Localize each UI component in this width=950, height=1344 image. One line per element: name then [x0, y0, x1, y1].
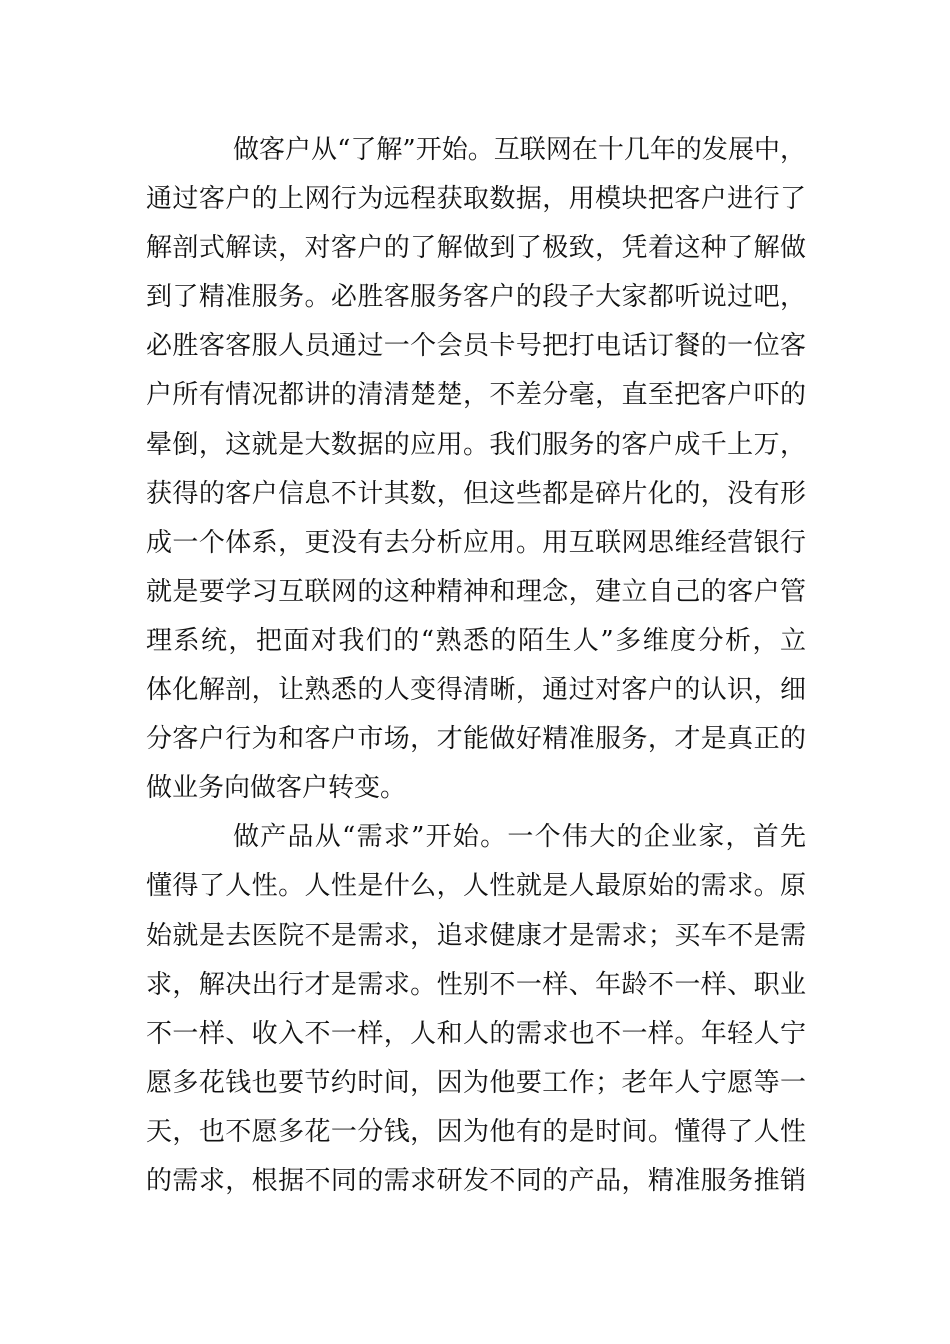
- text-line: 晕倒，这就是大数据的应用。我们服务的客户成千上万，: [146, 429, 806, 460]
- text-line: 获得的客户信息不计其数，但这些都是碎片化的，没有形: [146, 478, 806, 509]
- text-line: 分客户行为和客户市场，才能做好精准服务，才是真正的: [146, 724, 806, 755]
- text-line: 理系统，把面对我们的“熟悉的陌生人”多维度分析，立: [146, 625, 806, 656]
- text-line: 通过客户的上网行为远程获取数据，用模块把客户进行了: [146, 184, 806, 215]
- text-line: 的需求，根据不同的需求研发不同的产品，精准服务推销: [146, 1165, 806, 1196]
- paragraph-customer-understanding: [146, 126, 806, 813]
- text-line: 不一样、收入不一样，人和人的需求也不一样。年轻人宁: [146, 1018, 806, 1049]
- text-line: 懂得了人性。人性是什么，人性就是人最原始的需求。原: [146, 871, 806, 902]
- text-line: 户所有情况都讲的清清楚楚，不差分毫，直至把客户吓的: [146, 380, 806, 411]
- text-line: 做业务向做客户转变。: [146, 773, 407, 804]
- text-line: 做客户从“了解”开始。互联网在十几年的发展中，: [233, 135, 806, 165]
- text-line: 成一个体系，更没有去分析应用。用互联网思维经营银行: [146, 527, 806, 558]
- text-line: 就是要学习互联网的这种精神和理念，建立自己的客户管: [146, 576, 806, 607]
- body-text: [146, 126, 806, 1206]
- text-line: 解剖式解读，对客户的了解做到了极致，凭着这种了解做: [146, 233, 806, 264]
- text-line: 始就是去医院不是需求，追求健康才是需求；买车不是需: [146, 920, 806, 951]
- text-line: 天，也不愿多花一分钱，因为他有的是时间。懂得了人性: [146, 1116, 806, 1147]
- paragraph-product-demand: [146, 813, 806, 1206]
- text-line: 体化解剖，让熟悉的人变得清晰，通过对客户的认识，细: [146, 675, 806, 706]
- text-line: 到了精准服务。必胜客服务客户的段子大家都听说过吧，: [146, 282, 806, 313]
- text-line: 做产品从“需求”开始。一个伟大的企业家，首先: [233, 822, 806, 853]
- text-line: 求，解决出行才是需求。性别不一样、年龄不一样、职业: [146, 969, 806, 1000]
- text-line: 愿多花钱也要节约时间，因为他要工作；老年人宁愿等一: [146, 1067, 806, 1098]
- text-line: 必胜客客服人员通过一个会员卡号把打电话订餐的一位客: [146, 331, 806, 362]
